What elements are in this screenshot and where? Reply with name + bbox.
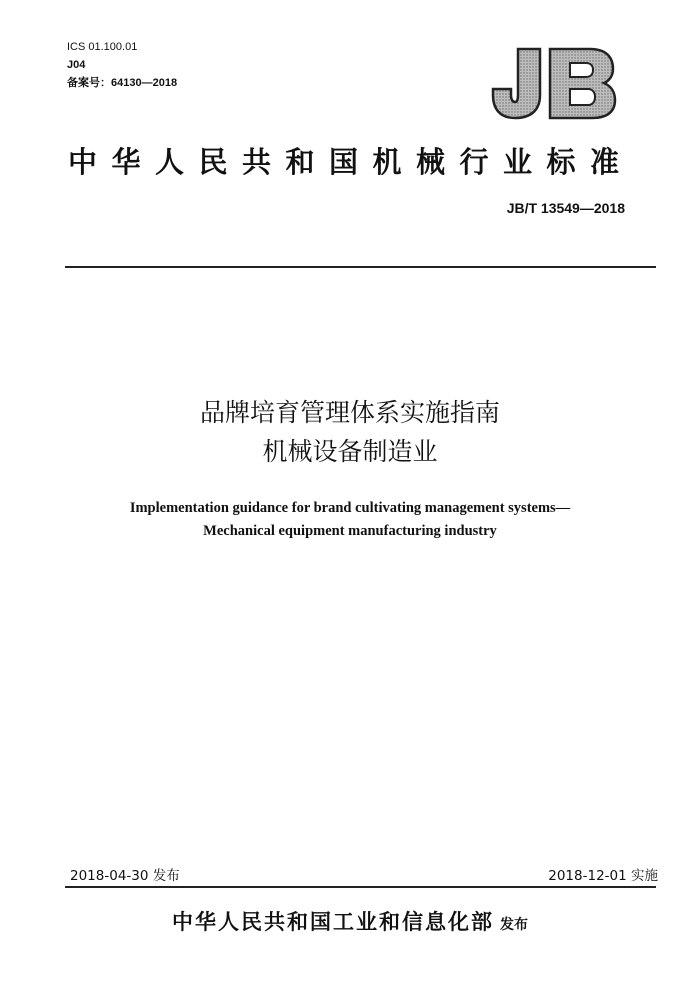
- title-english-line1: Implementation guidance for brand cultivating management systems—: [129, 500, 571, 516]
- filing-number: 备案号：64130—2018: [67, 77, 178, 89]
- title-chinese-line2: 机械设备制造业: [262, 437, 438, 466]
- organization-title: 中华人民共和国机械行业标准: [68, 145, 634, 179]
- issue-date: 2018-04-30 发布: [70, 868, 180, 884]
- ics-code: ICS 01.100.01: [67, 41, 138, 53]
- top-divider: [65, 266, 656, 268]
- issuer-name: 中华人民共和国工业和信息化部: [172, 910, 494, 934]
- title-english-line2: Mechanical equipment manufacturing industry: [203, 523, 497, 539]
- bottom-divider: [65, 886, 656, 888]
- issuer-suffix: 发布: [500, 917, 528, 933]
- title-chinese-line1: 品牌培育管理体系实施指南: [199, 398, 500, 427]
- standard-number: JB/T 13549—2018: [506, 200, 625, 216]
- ccs-code: J04: [67, 59, 86, 71]
- issuer-line: [0, 906, 700, 936]
- jb-logo: [490, 45, 618, 121]
- classification-block: [67, 38, 177, 92]
- implementation-date: 2018-12-01 实施: [548, 868, 658, 884]
